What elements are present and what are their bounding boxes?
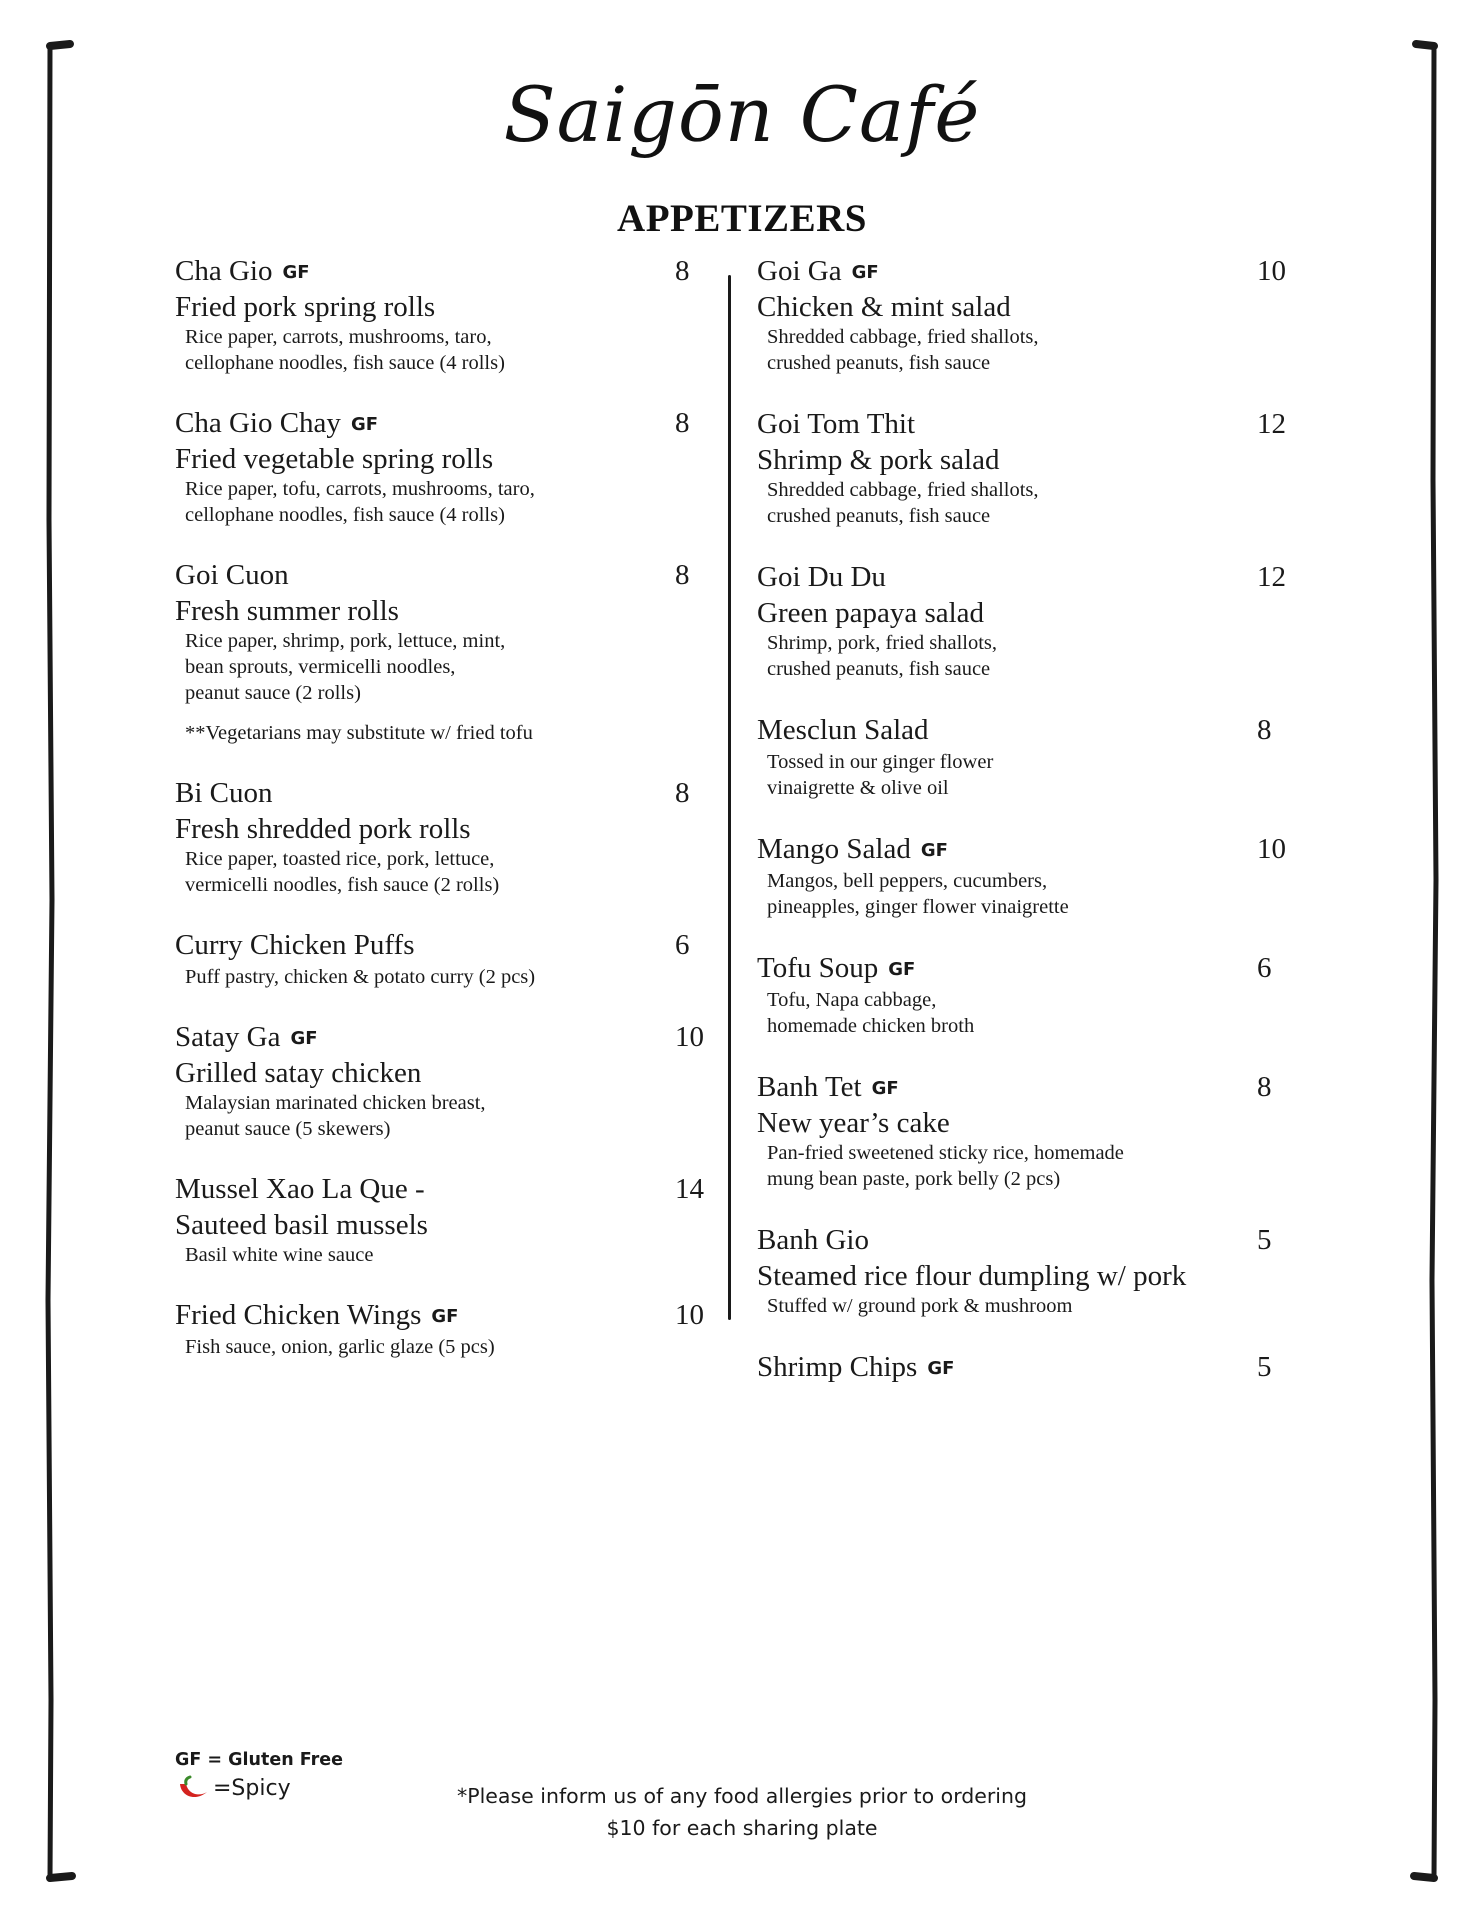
gluten-free-badge: GF (282, 262, 310, 283)
menu-item-price: 8 (1257, 1071, 1272, 1103)
menu-item-description: peanut sauce (5 skewers) (185, 1118, 391, 1140)
gluten-free-badge: GF (920, 840, 948, 861)
column-divider (728, 275, 731, 1320)
section-heading: APPETIZERS (617, 197, 867, 240)
menu-item-description: Shrimp, pork, fried shallots, (767, 632, 998, 654)
menu-item-description: bean sprouts, vermicelli noodles, (185, 656, 456, 678)
menu-item-name: Mesclun Salad (757, 714, 929, 746)
menu-item (175, 556, 710, 746)
gluten-free-badge: GF (888, 959, 916, 980)
menu-item-description: Tossed in our ginger flower (767, 751, 994, 773)
menu-item-description: Shredded cabbage, fried shallots, (767, 479, 1039, 501)
menu-item-name: Fried Chicken Wings (175, 1299, 422, 1331)
menu-item-name: Goi Cuon (175, 559, 289, 591)
menu-item-name: Banh Gio (757, 1224, 869, 1256)
menu-item-price: 14 (675, 1173, 704, 1205)
menu-item-description: cellophane noodles, fish sauce (4 rolls) (185, 352, 505, 374)
menu-item-name: Mango Salad (757, 833, 911, 865)
menu-item-price: 5 (1257, 1351, 1272, 1383)
menu-item-price: 10 (675, 1021, 704, 1053)
menu-item-name: Tofu Soup (757, 952, 879, 984)
menu-item-header (757, 1068, 1289, 1106)
menu-item-price: 12 (1257, 561, 1286, 593)
menu-item-price: 6 (675, 929, 690, 961)
menu-item-header (175, 404, 710, 442)
menu-item-subtitle: Fried pork spring rolls (175, 291, 436, 323)
footer (0, 1780, 1484, 1844)
menu-item-subtitle: Shrimp & pork salad (757, 444, 1000, 476)
menu-item-header (175, 1296, 710, 1334)
menu-item-price: 10 (1257, 255, 1286, 287)
menu-item-description: Malaysian marinated chicken breast, (185, 1092, 486, 1114)
menu-item-description: vermicelli noodles, fish sauce (2 rolls) (185, 874, 500, 896)
menu-item-subtitle: Sauteed basil mussels (175, 1209, 428, 1241)
menu-item-description: cellophane noodles, fish sauce (4 rolls) (185, 504, 505, 526)
menu-item-name: Goi Tom Thit (757, 408, 916, 440)
menu-item-header (757, 1221, 1289, 1259)
menu-item-price: 8 (675, 559, 690, 591)
menu-item-header (757, 252, 1289, 290)
menu-item-header (175, 1018, 710, 1056)
menu-item-description: Rice paper, shrimp, pork, lettuce, mint, (185, 630, 506, 652)
menu-item (175, 774, 710, 898)
menu-item-price: 8 (675, 255, 690, 287)
menu-item-price: 5 (1257, 1224, 1272, 1256)
menu-item (175, 1170, 710, 1268)
menu-item-subtitle: Fresh shredded pork rolls (175, 813, 471, 845)
menu-item-name: Cha Gio Chay (175, 407, 341, 439)
menu-item-header (757, 949, 1289, 987)
menu-item-name: Banh Tet (757, 1071, 862, 1103)
menu-item (757, 1348, 1289, 1386)
menu-item-description: crushed peanuts, fish sauce (767, 658, 991, 680)
menu-item (175, 404, 710, 528)
menu-item (175, 252, 710, 376)
menu-item-name: Shrimp Chips (757, 1351, 918, 1383)
menu-item-name: Satay Ga (175, 1021, 281, 1053)
allergy-note: *Please inform us of any food allergies prior to ordering (456, 1784, 1028, 1808)
menu-item-header (757, 558, 1289, 596)
menu-item-header (757, 830, 1289, 868)
sharing-note: $10 for each sharing plate (606, 1816, 878, 1840)
menu-item-price: 10 (1257, 833, 1286, 865)
gluten-free-badge: GF (927, 1358, 955, 1379)
menu-column-right (757, 252, 1289, 1415)
menu-column-left (175, 252, 710, 1388)
menu-item-description: Mangos, bell peppers, cucumbers, (767, 870, 1048, 892)
menu-item (175, 1296, 710, 1360)
gluten-free-badge: GF (290, 1028, 318, 1049)
menu-item (757, 949, 1289, 1039)
menu-item (757, 1221, 1289, 1319)
menu-item-header (175, 1170, 710, 1208)
menu-item (175, 1018, 710, 1142)
menu-item-description: Basil white wine sauce (185, 1244, 374, 1266)
menu-item (757, 558, 1289, 682)
menu-item (757, 1068, 1289, 1192)
menu-item (757, 405, 1289, 529)
menu-item (175, 926, 710, 990)
menu-item-subtitle: Fresh summer rolls (175, 595, 399, 627)
menu-item-header (757, 711, 1289, 749)
menu-item-description: crushed peanuts, fish sauce (767, 505, 991, 527)
menu-item-subtitle: Chicken & mint salad (757, 291, 1011, 323)
menu-item-name: Curry Chicken Puffs (175, 929, 415, 961)
menu-item-subtitle: Grilled satay chicken (175, 1057, 422, 1089)
legend-gluten-free: GF = Gluten Free (175, 1750, 343, 1770)
menu-item-description: crushed peanuts, fish sauce (767, 352, 991, 374)
menu-item-name: Mussel Xao La Que - (175, 1173, 425, 1205)
menu-item-subtitle: Fried vegetable spring rolls (175, 443, 494, 475)
menu-item-header (175, 556, 710, 594)
menu-item-price: 12 (1257, 408, 1286, 440)
menu-item-description: Shredded cabbage, fried shallots, (767, 326, 1039, 348)
menu-item-description: Stuffed w/ ground pork & mushroom (767, 1295, 1073, 1317)
menu-item-name: Cha Gio (175, 255, 273, 287)
restaurant-title: Saigōn Café (503, 70, 981, 159)
menu-item-description: Puff pastry, chicken & potato curry (2 pcs) (185, 966, 536, 988)
menu-item-name: Bi Cuon (175, 777, 273, 809)
menu-item-description: Pan-fried sweetened sticky rice, homemade (767, 1142, 1124, 1164)
menu-item (757, 830, 1289, 920)
gluten-free-badge: GF (431, 1306, 459, 1327)
menu-item-header (757, 405, 1289, 443)
menu-item (757, 711, 1289, 801)
menu-item (757, 252, 1289, 376)
menu-item-description: homemade chicken broth (767, 1015, 975, 1037)
gluten-free-badge: GF (871, 1078, 899, 1099)
legend-spicy-label: =Spicy (213, 1775, 291, 1801)
menu-item-description: pineapples, ginger flower vinaigrette (767, 896, 1069, 918)
menu-item-note: **Vegetarians may substitute w/ fried tofu (185, 722, 533, 744)
gluten-free-badge: GF (350, 414, 379, 435)
menu-item-subtitle: Steamed rice flour dumpling w/ pork (757, 1260, 1187, 1292)
menu-item-header (175, 926, 710, 964)
menu-item-description: Fish sauce, onion, garlic glaze (5 pcs) (185, 1336, 495, 1358)
menu-item-header (175, 774, 710, 812)
menu-item-name: Goi Du Du (757, 561, 886, 593)
menu-item-description: Rice paper, toasted rice, pork, lettuce, (185, 848, 495, 870)
menu-item-price: 8 (675, 777, 690, 809)
menu-item-description: mung bean paste, pork belly (2 pcs) (767, 1168, 1061, 1190)
menu-item-description: Rice paper, carrots, mushrooms, taro, (185, 326, 492, 348)
menu-item-price: 10 (675, 1299, 704, 1331)
menu-item-subtitle: New year’s cake (757, 1107, 950, 1139)
menu-item-description: Tofu, Napa cabbage, (767, 989, 937, 1011)
gluten-free-badge: GF (851, 262, 879, 283)
menu-item-description: vinaigrette & olive oil (767, 777, 949, 799)
menu-item-header (757, 1348, 1289, 1386)
menu-item-subtitle: Green papaya salad (757, 597, 985, 629)
menu-item-price: 8 (675, 407, 690, 439)
menu-item-price: 6 (1257, 952, 1272, 984)
menu-item-description: Rice paper, tofu, carrots, mushrooms, taro, (185, 478, 535, 500)
menu-item-price: 8 (1257, 714, 1272, 746)
menu-item-header (175, 252, 710, 290)
menu-item-description: peanut sauce (2 rolls) (185, 682, 361, 704)
menu-item-name: Goi Ga (757, 255, 842, 287)
